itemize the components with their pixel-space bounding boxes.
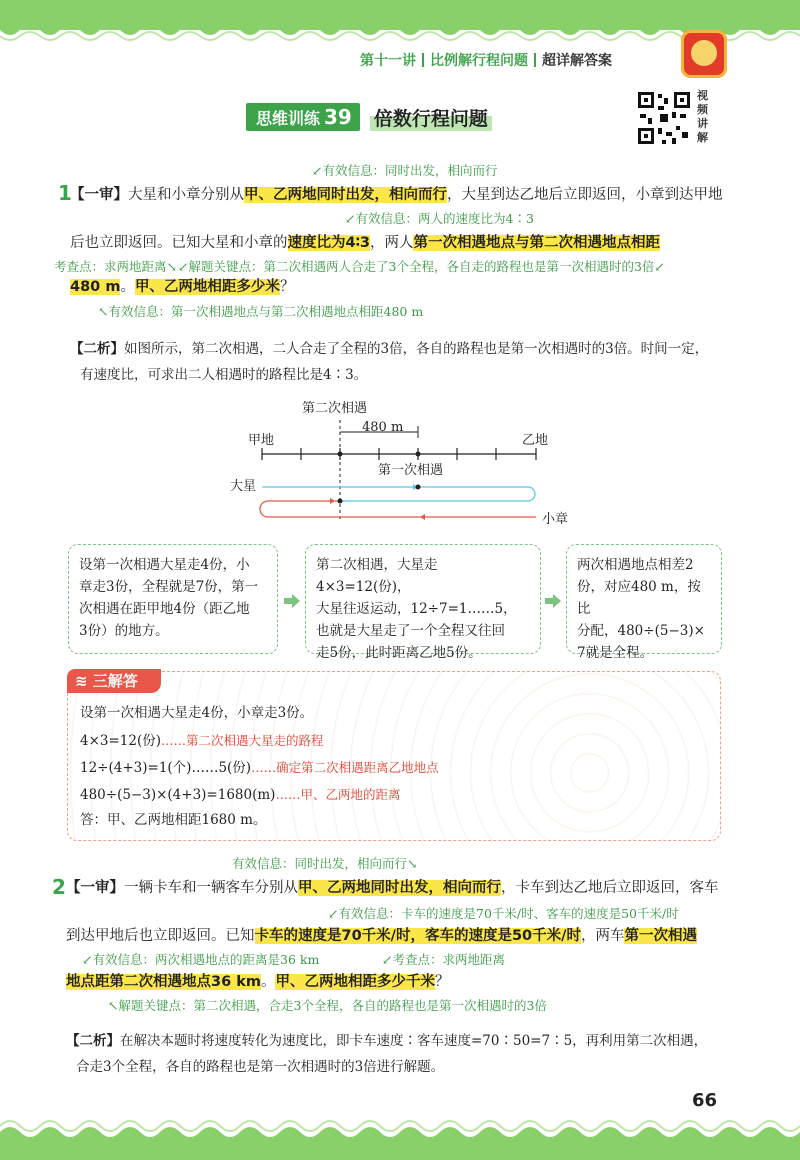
annotation-info-2: ↙有效信息：两人的速度比为4∶3	[345, 211, 534, 226]
xiaozhang-label: 小章	[542, 512, 569, 527]
answer-line-5: 答：甲、乙两地相距1680 m。	[80, 812, 267, 828]
bottom-wave-border	[0, 1112, 800, 1160]
jia-label: 甲地	[248, 433, 275, 448]
answer-line-1: 设第一次相遇大星走4份，小章走3份。	[80, 705, 314, 721]
top-wave-border	[0, 0, 800, 48]
section-title	[246, 104, 492, 130]
annotation-info-3: ↖有效信息：第一次相遇地点与第二次相遇地点相距480 m	[98, 304, 424, 319]
q2-analysis-1: 【二析】在解决本题时将速度转化为速度比，即卡车速度∶客车速度=70∶50=7∶5，再利用第二次相遇，	[66, 1033, 708, 1049]
step-box-2: 第二次相遇，大星走4×3=12(份)， 大星往返运动，12÷7=1……5， 也就是大星走了一个全程又往回 走5份，此时距离乙地5份。	[305, 544, 541, 654]
arrow-right-icon	[545, 594, 561, 608]
second-meet-label: 第二次相遇	[302, 401, 368, 416]
q2-annotation-info-2: ↙有效信息：卡车的速度是70千米/时、客车的速度是50千米/时	[328, 906, 679, 921]
q2-annotation-exam-point: ↙考查点：求两地距离	[382, 952, 505, 967]
answer-line-3: 12÷(4+3)=1(个)……5(份)……确定第二次相遇距离乙地地点	[80, 760, 439, 776]
q1-analysis-2: 有速度比，可求出二人相遇时的路程比是4∶3。	[80, 367, 368, 383]
qr-code-icon[interactable]	[636, 90, 692, 146]
q2-annotation-key-point: ↖解题关键点：第二次相遇，合走3个全程，各自的路程也是第一次相遇时的3倍	[108, 998, 547, 1013]
step-box-1: 设第一次相遇大星走4份，小 章走3份，全程就是7份，第一 次相遇在距甲地4份（距乙地 3份）的地方。	[68, 544, 278, 654]
q2-annotation-info-1: 有效信息：同时出发，相向而行↘	[232, 856, 418, 871]
page-number: 66	[692, 1090, 718, 1111]
video-explain-label: 视频讲解	[697, 89, 708, 144]
answer-line-4: 480÷(5−3)×(4+3)=1680(m)……甲、乙两地的距离	[80, 787, 401, 803]
q2-analysis-2: 合走3个全程，各自的路程也是第一次相遇时的3倍进行解题。	[76, 1059, 445, 1075]
answer-line-2: 4×3=12(份)……第二次相遇大星走的路程	[80, 733, 324, 749]
arrow-right-icon	[284, 594, 300, 608]
annotation-info-1: ↙有效信息：同时出发，相向而行	[312, 163, 498, 178]
medal-logo-icon	[681, 30, 727, 78]
page-title: 倍数行程问题	[370, 104, 492, 131]
question-number-2: 2	[52, 875, 66, 899]
xiaozhang-path	[260, 501, 536, 517]
lecture-label: 第十一讲	[360, 53, 416, 69]
first-meet-label: 第一次相遇	[378, 463, 444, 478]
q2-annotation-info-3: ↙有效信息：两次相遇地点的距离是36 km	[82, 952, 320, 967]
daxing-path	[262, 487, 535, 501]
annotation-exam-point: 考查点：求两地距离↘	[54, 259, 177, 274]
question-number-1: 1	[58, 181, 72, 205]
meeting-diagram	[220, 392, 580, 532]
q2-line-2: 到达甲地后也立即返回。已知卡车的速度是70千米/时，客车的速度是50千米/时，两车第一次相遇	[66, 928, 697, 944]
daxing-label: 大星	[230, 479, 257, 494]
q1-line-3: 480 m。甲、乙两地相距多少米？	[70, 279, 295, 295]
answer-tag: ≋ 三解答	[67, 669, 161, 693]
step-box-3: 两次相遇地点相差2 份，对应480 m，按比 分配，480÷(5−3)× 7就是全程。	[566, 544, 722, 654]
yi-label: 乙地	[522, 433, 549, 448]
title-tag: 思维训练 39	[246, 103, 360, 131]
q1-analysis-1: 【二析】如图所示，第二次相遇，二人合走了全程的3倍，各自的路程也是第一次相遇时的3倍。时间一定，	[70, 341, 709, 357]
annotation-key-point: ↙解题关键点：第二次相遇两人合走了3个全程，各自走的路程也是第一次相遇时的3倍↙	[178, 259, 665, 274]
q1-line-2: 后也立即返回。已知大星和小章的速度比为4∶3，两人第一次相遇地点与第二次相遇地点相距	[70, 235, 660, 251]
topic-label: 比例解行程问题	[430, 53, 528, 69]
distance-label: 480 m	[362, 420, 404, 435]
answer-label: 超详解答案	[542, 53, 612, 69]
running-header	[360, 50, 612, 70]
q2-line-3: 地点距第二次相遇地点36 km。甲、乙两地相距多少千米？	[66, 974, 450, 990]
q1-line-1: 【一审】大星和小章分别从甲、乙两地同时出发，相向而行，大星到达乙地后立即返回，小章到达甲地	[70, 187, 723, 203]
q2-line-1: 【一审】一辆卡车和一辆客车分别从甲、乙两地同时出发，相向而行，卡车到达乙地后立即返回，客车	[66, 880, 719, 896]
